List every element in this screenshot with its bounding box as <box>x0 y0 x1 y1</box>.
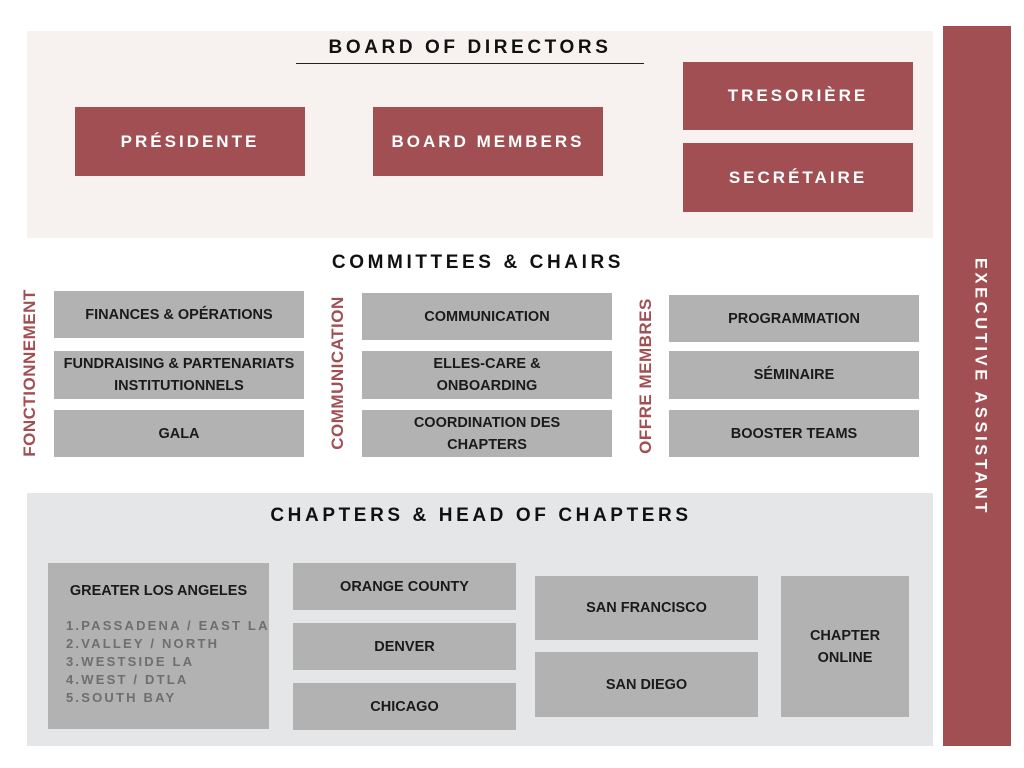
committees-title: COMMITTEES & CHAIRS <box>331 252 625 273</box>
committee-elles-care-onboarding: ELLES-CARE & ONBOARDING <box>362 351 612 399</box>
committee-booster-teams: BOOSTER TEAMS <box>669 410 919 457</box>
list-item: 4.WEST / DTLA <box>66 672 189 687</box>
chapter-orange-county: ORANGE COUNTY <box>293 563 516 610</box>
tresoriere-box <box>683 62 913 130</box>
list-item: 1.PASSADENA / EAST LA <box>66 618 270 633</box>
chapter-san-francisco: SAN FRANCISCO <box>535 576 758 640</box>
committee-programmation: PROGRAMMATION <box>669 295 919 342</box>
committee-group-label-offre-membres: OFFRE MEMBRES <box>636 298 655 454</box>
executive-assistant-label: EXECUTIVE ASSISTANT <box>971 257 990 517</box>
committee-gala: GALA <box>54 410 304 457</box>
greater-la-title: GREATER LOS ANGELES <box>69 583 248 599</box>
board-title: BOARD OF DIRECTORS <box>328 37 612 58</box>
chapter-online: CHAPTER ONLINE <box>781 576 909 717</box>
chapter-san-diego: SAN DIEGO <box>535 652 758 717</box>
board-members-box <box>373 107 603 176</box>
presidente-box <box>75 107 305 176</box>
committee-group-label-communication: COMMUNICATION <box>328 296 347 450</box>
tresoriere-label: TRESORIÈRE <box>727 86 869 105</box>
committee-communication: COMMUNICATION <box>362 293 612 340</box>
committee-group-label-fonctionnement: FONCTIONNEMENT <box>20 289 39 457</box>
presidente-label: PRÉSIDENTE <box>120 131 260 151</box>
chapters-title: CHAPTERS & HEAD OF CHAPTERS <box>270 505 692 526</box>
greater-la-sub-chapters <box>66 617 270 707</box>
list-item: 5.SOUTH BAY <box>66 690 177 705</box>
board-members-label: BOARD MEMBERS <box>391 131 585 151</box>
chapter-chicago: CHICAGO <box>293 683 516 730</box>
list-item: 3.WESTSIDE LA <box>66 654 195 669</box>
chapter-denver: DENVER <box>293 623 516 670</box>
secretaire-label: SECRÉTAIRE <box>728 167 868 187</box>
list-item: 2.VALLEY / NORTH <box>66 636 220 651</box>
committee-finances-operations: FINANCES & OPÉRATIONS <box>54 291 304 338</box>
secretaire-box <box>683 143 913 212</box>
committee-coordination-chapters: COORDINATION DES CHAPTERS <box>362 410 612 457</box>
chapter-greater-los-angeles <box>48 563 269 729</box>
committee-fundraising-partenariats: FUNDRAISING & PARTENARIATS INSTITUTIONNELS <box>54 351 304 399</box>
committee-seminaire: SÉMINAIRE <box>669 351 919 399</box>
board-title-underline <box>296 63 644 64</box>
